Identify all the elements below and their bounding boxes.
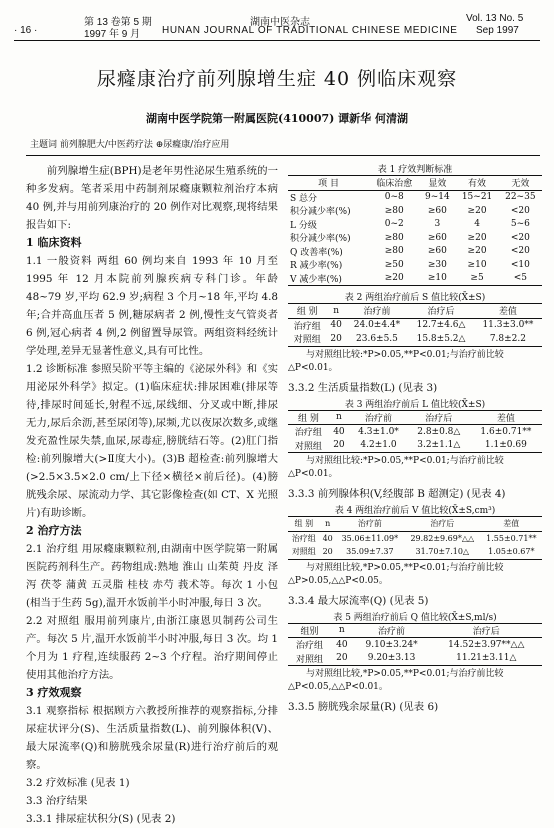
table-header: 显效 — [428, 179, 447, 190]
paragraph-control-group: 2.2 对照组 服用前列康片,由浙江康恩贝制药公司生产。每次 5 片,温开水饭前半小时冲服,每日 3 次。均 1 个月为 1 疗程,连续服药 2~3 个疗程。治疗期间停止使用其他治疗方法。 — [26, 615, 278, 681]
table-cell: 治疗组 — [293, 321, 321, 332]
table-cell: 14.52±3.97**△△ — [448, 639, 525, 650]
table-row — [288, 231, 542, 245]
table-cell: <20 — [510, 232, 530, 243]
table-cell: 4 — [474, 219, 480, 230]
table1-title: 表 1 疗效判断标准 — [377, 165, 453, 175]
table-header: 临床治愈 — [376, 179, 413, 190]
table-cell: 40 — [333, 426, 345, 437]
table-cell: 1.6±0.71** — [480, 426, 532, 437]
table-cell: 7.8±2.2 — [489, 333, 526, 344]
table-cell: R 减少率(%) — [290, 261, 343, 272]
table-cell: ≥30 — [427, 259, 447, 270]
table-cell: 4.3±1.0* — [358, 426, 399, 437]
table-row — [288, 652, 542, 666]
table-header: 组 别 — [294, 519, 314, 529]
table-cell: 积分减少率(%) — [290, 207, 351, 218]
table-header: 有效 — [468, 179, 487, 190]
date-en: Sep 1997 — [476, 25, 519, 36]
subsection-quality-of-life: 3.3.2 生活质量指数(L) (见表 3) — [288, 381, 438, 394]
table-cell: <5 — [513, 273, 527, 284]
table-cell: 40 — [336, 639, 348, 650]
table-header: 差值 — [503, 519, 520, 529]
table3-title: 表 3 两组治疗前后 L 值比较(X̄±S) — [344, 399, 486, 410]
table-header: 治疗后 — [430, 519, 455, 529]
intro-paragraph: 前列腺增生症(BPH)是老年男性泌尿生殖系统的一种多发病。笔者采用中药制剂尿癃康颗粒剂治疗本病 40 例,并与用前列康治疗的 20 例作对比观察,现将结果报告如下: — [26, 165, 278, 231]
date-cn: 1997 年 9 月 — [84, 29, 141, 40]
table-cell: ≥5 — [470, 273, 484, 284]
table-cell: ≥50 — [384, 259, 404, 270]
table5-title: 表 5 两组治疗前后 Q 值比较(X̄±S,ml/s) — [333, 612, 497, 623]
table-row — [288, 545, 542, 559]
table-cell: ≥20 — [467, 232, 487, 243]
subsection-residual-urine: 3.3.5 膀胱残余尿量(R) (见表 6) — [288, 701, 439, 713]
volume-en: Vol. 13 No. 5 — [466, 13, 524, 24]
journal-name-cn: 湖南中医杂志 — [250, 17, 310, 28]
table-row — [288, 332, 542, 346]
table-cell: 1.55±0.71** — [486, 533, 537, 543]
table-cell: 20 — [330, 333, 342, 344]
table-cell: 治疗组 — [296, 641, 324, 652]
table-cell: ≥20 — [467, 246, 487, 257]
table-cell: 对照组 — [293, 335, 321, 346]
table-row — [288, 272, 542, 286]
table-cell: 治疗组 — [291, 533, 316, 543]
table-cell: V 减少率(%) — [290, 274, 342, 285]
table-cell: 4.2±1.0 — [360, 440, 397, 451]
keywords: 主题词 前列腺肥大/中医药疗法 ⊕尿癃康/治疗应用 — [30, 140, 230, 150]
table-cell: Q 改善率(%) — [290, 247, 343, 258]
table-row — [288, 190, 542, 204]
table-cell: 0~8 — [384, 192, 404, 203]
table-cell: ≥80 — [384, 205, 404, 216]
table-cell: L 分级 — [290, 220, 317, 231]
table-cell: 3 — [434, 219, 441, 230]
table-cell: 积分减少率(%) — [290, 234, 351, 245]
table2 — [288, 303, 542, 347]
table3 — [288, 410, 542, 454]
paragraph-indicators: 3.1 观察指标 根据顾方六教授所推荐的观察指标,分排尿症状评分(S)、生活质量指数(L)、前列腺体积(V)、最大尿流率(Q)和膀胱残余尿量(R)进行治疗前后的观察。 — [26, 705, 278, 771]
keywords-rule — [26, 155, 540, 156]
paragraph-diagnosis: 1.2 诊断标准 参照吴阶平等主编的《泌尿外科》和《实用泌尿外科学》拟定。(1)临床症状:排尿困难(排尿等待,排尿时间延长,射程不远,尿线细、分叉或中断,排尿无力,尿后余沥,甚至尿闭等),尿频,尤以夜尿次数多,或继发充盈性尿失禁,血尿,尿毒症,膀胱结石等。(2)肛门指检:前列腺增大(>Ⅱ度大小)。(3)B 超检查:前列腺增大(>2.5×3.5×2.0 cm/上下径×横径×前后径)。(4)膀胱残余尿、尿流动力学、其它影像检查(如 CT、X 光照片)有助诊断。 — [26, 363, 278, 519]
table-cell: ≥10 — [427, 273, 447, 284]
table-cell: ≥80 — [384, 232, 404, 243]
table-cell: 23.6±5.5 — [356, 333, 398, 344]
article-title: 尿癃康治疗前列腺增生症 40 例临床观察 — [96, 68, 458, 90]
table-cell: 35.09±7.37 — [346, 547, 394, 557]
table-cell: 3.2±1.1△ — [417, 440, 461, 451]
subsection-max-flow-rate: 3.3.4 最大尿流率(Q) (见表 5) — [288, 594, 429, 607]
table-header: n — [336, 412, 342, 423]
paragraph-treatment-group: 2.1 治疗组 用尿癃康颗粒剂,由湖南中医学院第一附属医院药剂科生产。药物组成:熟地 淮山 山茱萸 丹皮 泽泻 茯苓 蒲黄 五灵脂 桂枝 赤芍 莪术等。每次 1 小包(相当于生药 5g),温开水饭前半小时冲服,每日 3 次。 — [26, 543, 278, 609]
table-row — [288, 245, 542, 259]
table-cell: ≥60 — [427, 246, 447, 257]
table-cell: <20 — [510, 205, 530, 216]
section-heading: 3 疗效观察 — [26, 686, 82, 699]
table-cell: 29.82±9.69*△△ — [410, 533, 475, 543]
table4 — [288, 516, 542, 560]
table-cell: 对照组 — [294, 441, 322, 452]
table-row — [288, 258, 542, 272]
table-cell: 15.8±5.2△ — [416, 333, 466, 344]
table-cell: <20 — [510, 246, 530, 257]
table-cell: 11.21±3.11△ — [456, 653, 517, 664]
section-heading: 1 临床资料 — [26, 236, 82, 249]
subsection-prostate-volume: 3.3.3 前列腺体积(V,经腹部 B 超测定) (见表 4) — [288, 488, 506, 500]
table-cell: ≥80 — [384, 246, 404, 257]
table-cell: 20 — [336, 653, 348, 664]
table-cell: 0~2 — [384, 219, 404, 230]
table-header: 治疗后 — [425, 413, 453, 424]
table-header: n — [325, 519, 331, 529]
table3-note: 与对照组比较:*P>0.05,**P<0.01;与治疗前比较△P<0.01。 — [288, 456, 504, 479]
table-cell: ≥20 — [384, 273, 404, 284]
table-cell: 15~21 — [461, 192, 493, 203]
table-cell: ≥10 — [467, 259, 487, 270]
table2-note: 与对照组比较:*P>0.05,**P<0.01;与治疗前比较△P<0.01。 — [288, 349, 504, 373]
table-row — [288, 318, 542, 332]
left-column — [26, 162, 278, 828]
table-cell: 对照组 — [296, 654, 324, 665]
table-cell: 40 — [322, 533, 333, 543]
paragraph-criteria: 3.2 疗效标准 (见表 1) — [26, 777, 130, 789]
table-row — [288, 204, 542, 218]
table-row — [288, 531, 542, 545]
paragraph-general-data: 1.1 一般资料 两组 60 例均来自 1993 年 10 月至 1995 年 12 月本院前列腺疾病专科门诊。年龄 48~79 岁,平均 62.9 岁;病程 3 个月~18 年,平均 4.8 年;合并高血压者 5 例,糖尿病者 2 例,慢性支气管炎者 6 例,冠心病者 4 例,2 例留置导尿管。两组资料经统计学处理,差异无显著性意义,具有可比性。 — [26, 255, 278, 357]
table-header: 治疗前 — [378, 626, 406, 637]
table-cell: 治疗组 — [294, 428, 322, 439]
table-cell: ≥60 — [427, 205, 447, 216]
table-cell: 11.3±3.0** — [482, 320, 534, 331]
table-cell: 5~6 — [510, 219, 530, 230]
table-header: 组 别 — [296, 307, 318, 318]
table-header: 无效 — [511, 179, 530, 190]
table-cell: 20 — [322, 547, 333, 557]
table-header: n — [333, 305, 339, 316]
table-row — [288, 638, 542, 652]
table4-title: 表 4 两组治疗前后 V 值比较(X̄±S,cm³) — [334, 506, 496, 516]
table-cell: 1.05±0.67* — [488, 547, 535, 557]
table-cell: 24.0±4.4* — [353, 320, 401, 331]
table-row — [288, 439, 542, 453]
table-header: 项 目 — [318, 179, 339, 190]
table-cell: S 总分 — [290, 193, 318, 204]
table-cell: 12.7±4.6△ — [416, 320, 466, 331]
table-cell: ≥20 — [467, 205, 487, 216]
table-row — [288, 218, 542, 232]
table5 — [288, 623, 542, 667]
table-cell: 9~14 — [425, 192, 450, 203]
table-cell: <10 — [510, 259, 530, 270]
table-cell: 22~35 — [505, 192, 536, 203]
table-header: 治疗后 — [472, 626, 500, 637]
volume-cn: 第 13 卷第 5 期 — [84, 17, 152, 28]
table-header: 差值 — [496, 413, 515, 424]
table-cell: ≥60 — [427, 232, 447, 243]
table-header: 治疗前 — [357, 519, 382, 529]
table-cell: 1.1±0.69 — [484, 440, 527, 451]
table-header: n — [338, 625, 345, 636]
table-cell: 20 — [333, 440, 345, 451]
table2-title: 表 2 两组治疗前后 S 值比较(X̄±S) — [344, 293, 486, 303]
table1 — [288, 175, 542, 286]
header-rule — [14, 40, 540, 41]
table-header: 组别 — [300, 626, 319, 637]
table-cell: 35.06±11.09* — [341, 533, 399, 543]
paragraph-symptom-score: 3.3.1 排尿症状积分(S) (见表 2) — [26, 813, 176, 825]
table-header: 治疗前 — [363, 307, 391, 318]
table4-note: 与对照组比较,*P>0.05,**P<0.01;与治疗前比较△P>0.05,△△P<0.05。 — [288, 562, 504, 586]
table-cell: 40 — [330, 320, 342, 331]
table-row — [288, 425, 542, 439]
journal-name-en: HUNAN JOURNAL OF TRADITIONAL CHINESE MEDICINE — [162, 25, 458, 36]
table-header: 差值 — [498, 307, 517, 318]
table-header: 治疗后 — [427, 307, 455, 318]
table-header: 组 别 — [297, 413, 319, 424]
page-number: · 16 · — [14, 25, 38, 36]
table-cell: 31.70±7.10△ — [415, 547, 470, 557]
paragraph-results: 3.3 治疗结果 — [26, 795, 88, 807]
table-header: 治疗前 — [364, 413, 392, 424]
table-cell: 对照组 — [291, 547, 316, 557]
table-cell: 9.10±3.24* — [365, 639, 418, 650]
table5-note: 与对照组比较,*P>0.05,**P<0.01;与治疗前比较△P<0.05,△△P<0.01。 — [288, 669, 504, 692]
author-line: 湖南中医学院第一附属医院(410007) 谭新华 何清湖 — [146, 112, 408, 125]
table-cell: 9.20±3.13 — [367, 653, 416, 664]
section-heading: 2 治疗方法 — [26, 524, 82, 537]
right-column — [288, 162, 542, 716]
table-cell: 2.8±0.8△ — [417, 426, 461, 437]
